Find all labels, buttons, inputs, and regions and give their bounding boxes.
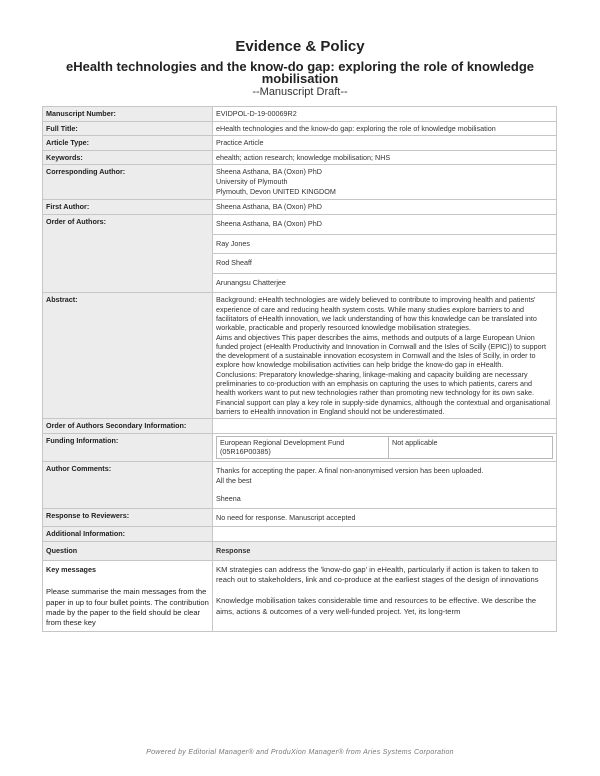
footer-credit: Powered by Editorial Manager® and ProduXion Manager® from Aries Systems Corporation (146, 749, 454, 756)
label-abstract: Abstract: (43, 293, 213, 419)
label-response-reviewers: Response to Reviewers: (43, 508, 213, 527)
row-full-title (43, 121, 557, 136)
key-messages-response (213, 560, 557, 631)
row-abstract (43, 293, 557, 419)
label-author-comments: Author Comments: (43, 461, 213, 508)
manuscript-draft-label: --Manuscript Draft-- (252, 86, 348, 98)
value-author-comments (213, 461, 557, 508)
value-secondary-order (213, 419, 557, 434)
label-article-type: Article Type: (43, 136, 213, 151)
row-response-reviewers (43, 508, 557, 527)
document-header (0, 38, 600, 98)
row-author-comments (43, 461, 557, 508)
row-additional-info (43, 527, 557, 542)
manuscript-title: eHealth technologies and the know-do gap: exploring the role of knowledge mobilisation (65, 59, 535, 86)
author-entry: Rod Sheaff (213, 254, 557, 274)
grant-recipient: Not applicable (389, 436, 553, 458)
label-full-title: Full Title: (43, 121, 213, 136)
row-keywords (43, 150, 557, 165)
key-messages-label: Key messages (46, 564, 96, 574)
row-manuscript-number (43, 107, 557, 122)
key-message-2: Knowledge mobilisation takes considerable time and resources to be effective. We describe the aims, actions & outcomes of a very well-funded project. Yet, its long-term (216, 596, 537, 616)
row-article-type (43, 136, 557, 151)
key-messages-question (43, 560, 213, 631)
value-first-author: Sheena Asthana, BA (Oxon) PhD (213, 200, 557, 215)
row-secondary-order (43, 419, 557, 434)
label-additional-info: Additional Information: (43, 527, 213, 542)
value-additional-info (213, 527, 557, 542)
author-entry: Sheena Asthana, BA (Oxon) PhD (213, 214, 557, 234)
label-keywords: Keywords: (43, 150, 213, 165)
funder-name: European Regional Development Fund (05R16P00385) (217, 436, 389, 458)
author-comment-line: Thanks for accepting the paper. A final non-anonymised version has been uploaded. (216, 465, 484, 475)
row-funding (43, 433, 557, 461)
value-keywords: ehealth; action research; knowledge mobilisation; NHS (213, 150, 557, 165)
value-abstract: Background: eHealth technologies are widely believed to contribute to improving health and patients' experience of care and reducing health system costs. While many studies explore barriers to and facilitators of eHealth innovation, we lack understanding of how this knowledge can be translated into workable, practicable and properly resourced knowledge mobilisation strategies. Aims and objectives This paper describes the aims, methods and outputs of a large European Union funded project (eHealth Productivity and Innovation in Cornwall and the Isles of Scilly (EPIC)) to support the development of a sustainable innovation ecosystem in Cornwall and the Isles of Scilly, in order to explore how knowledge mobilisation activities can help bridge the know-do gap in eHealth. Conclusions: Preparatory knowledge-sharing, linkage-making and capacity building are necessary preliminaries to co-production with an emphasis on capturing the uses to which patients, carers and health workers want to put new technologies rather than promoting new technology for its own sake. Financial support can play a key role in supply-side dynamics, although the contextual and organisational barriers to eHealth innovation in England should not be underestimated. (213, 293, 557, 419)
row-question-header (43, 541, 557, 560)
value-article-type: Practice Article (213, 136, 557, 151)
author-comment-signoff: Sheena (216, 494, 241, 504)
label-first-author: First Author: (43, 200, 213, 215)
label-manuscript-number: Manuscript Number: (43, 107, 213, 122)
value-corresponding-author (213, 165, 557, 200)
funding-table (216, 436, 553, 459)
row-key-messages (43, 560, 557, 631)
label-secondary-order: Order of Authors Secondary Information: (43, 419, 213, 434)
row-order-of-authors (43, 214, 557, 234)
corresponding-author-institution: University of Plymouth (216, 176, 288, 186)
corresponding-author-location: Plymouth, Devon UNITED KINGDOM (216, 186, 336, 196)
key-message-1: KM strategies can address the 'know-do gap' in eHealth, particularly if action is taken to taken to reach out to stakeholders, link and co-produce at the earliest stages of the design of innovations (216, 564, 539, 584)
label-response-column: Response (213, 541, 557, 560)
value-funding (213, 433, 557, 461)
value-full-title: eHealth technologies and the know-do gap: exploring the role of knowledge mobilisation (213, 121, 557, 136)
label-order-of-authors: Order of Authors: (43, 214, 213, 292)
label-corresponding-author: Corresponding Author: (43, 165, 213, 200)
key-messages-prompt: Please summarise the main messages from the paper in up to four bullet points. The contribution made by the paper to the field should be clear from these key (46, 587, 209, 628)
journal-name: Evidence & Policy (235, 38, 365, 55)
label-funding: Funding Information: (43, 433, 213, 461)
author-comment-line: All the best (216, 475, 252, 485)
manuscript-info-table (42, 106, 557, 632)
author-entry: Ray Jones (213, 234, 557, 254)
row-first-author (43, 200, 557, 215)
author-entry: Arunangsu Chatterjee (213, 273, 557, 293)
label-question-column: Question (43, 541, 213, 560)
value-response-reviewers: No need for response. Manuscript accepted (213, 508, 557, 527)
corresponding-author-name: Sheena Asthana, BA (Oxon) PhD (216, 167, 322, 177)
row-corresponding-author (43, 165, 557, 200)
value-manuscript-number: EVIDPOL-D-19-00069R2 (213, 107, 557, 122)
